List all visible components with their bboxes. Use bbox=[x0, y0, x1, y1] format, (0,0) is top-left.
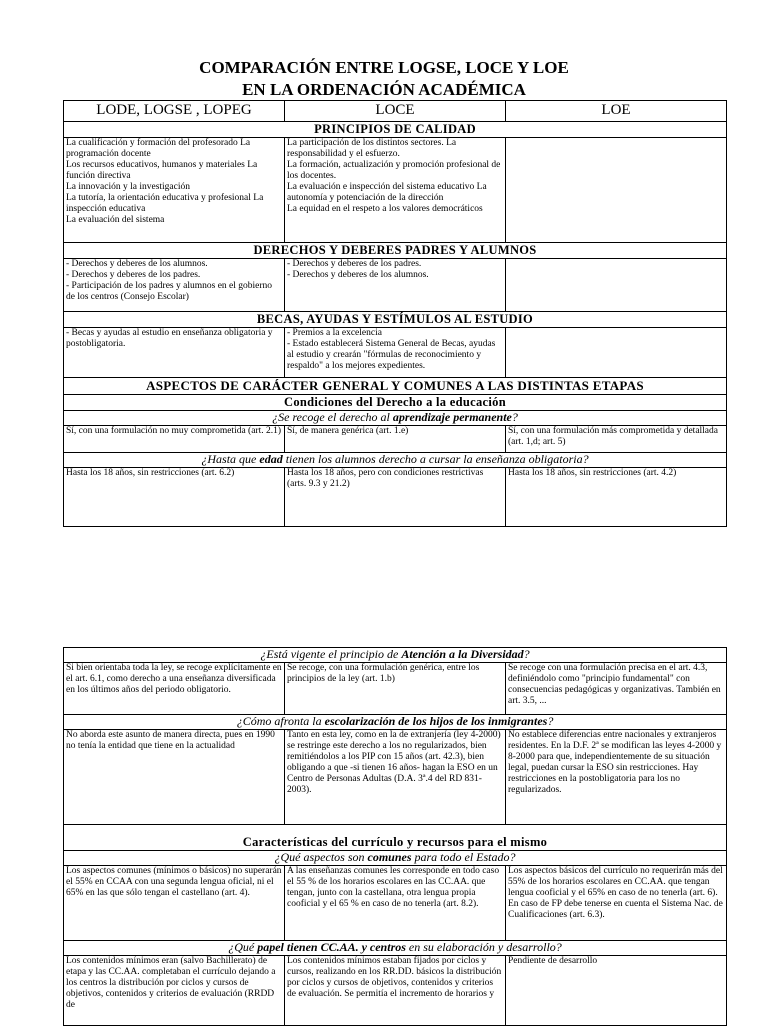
aprendizaje-lode-cell: Sí, con una formulación no muy comprometida (art. 2.1) bbox=[64, 426, 285, 453]
question-keyword: Atención a la Diversidad bbox=[401, 647, 524, 661]
question-comunes bbox=[64, 851, 727, 866]
becas-lode-text: - Becas y ayudas al estudio en enseñanza obligatoria y postobligatoria. bbox=[66, 328, 273, 349]
becas-loce-cell bbox=[285, 328, 506, 378]
calidad-loce-cell bbox=[285, 138, 506, 243]
calidad-loce-text: La participación de los distintos sectores. La responsabilidad y el esfuerzo. La formación, actualización y promoción profesional de los docentes. La evaluación e inspección del sistema educativo La autonomía y potenciación de la dirección La equidad en el respeto a los valores democráticos bbox=[287, 138, 501, 214]
section-heading-curriculo: Características del currículo y recursos para el mismo bbox=[64, 825, 727, 851]
papel-loe-cell: Pendiente de desarrollo bbox=[506, 956, 727, 1026]
calidad-lode-cell bbox=[64, 138, 285, 243]
question-text-end: ? bbox=[547, 714, 554, 728]
subheading-condiciones: Condiciones del Derecho a la educación bbox=[64, 395, 727, 411]
question-keyword: edad bbox=[259, 452, 283, 466]
question-text-end: tienen los alumnos derecho a cursar la enseñanza obligatoria? bbox=[282, 452, 589, 466]
inmigrantes-loe-cell: No establece diferencias entre nacionales y extranjeros residentes. En la D.F. 2ª se modifican las leyes 4-2000 y 8-2000 para que, independientemente de su situación legal, puedan cursar la ESO sin restricciones. Hay restricciones en la postobligatoria para los no regularizados. bbox=[506, 730, 727, 825]
question-keyword: escolarización de los hijos de los inmigrantes bbox=[324, 714, 548, 728]
question-keyword: comunes bbox=[367, 850, 412, 864]
question-text-end: ? bbox=[523, 647, 530, 661]
question-text: ¿Qué bbox=[228, 940, 258, 954]
question-keyword: aprendizaje permanente bbox=[392, 410, 512, 424]
comparison-table-top bbox=[63, 100, 727, 527]
question-text-end: en su elaboración y desarrollo? bbox=[405, 940, 562, 954]
section-heading-derechos: DERECHOS Y DEBERES PADRES Y ALUMNOS bbox=[64, 243, 727, 259]
column-header-loce: LOCE bbox=[285, 101, 506, 122]
aprendizaje-loce-cell: Sí, de manera genérica (art. 1.e) bbox=[285, 426, 506, 453]
question-diversidad bbox=[64, 648, 727, 663]
page-title-line1: COMPARACIÓN ENTRE LOGSE, LOCE Y LOE bbox=[199, 58, 569, 77]
question-edad bbox=[64, 453, 727, 468]
diversidad-loce-cell: Se recoge, con una formulación genérica, entre los principios de la ley (art. 1.b) bbox=[285, 663, 506, 715]
calidad-lode-text: La cualificación y formación del profesorado La programación docente Los recursos educativos, humanos y materiales La función directiva La innovación y la investigación La tutoría, la orientación educativa y profesional La inspección educativa La evaluación del sistema bbox=[66, 138, 264, 225]
aprendizaje-loe-cell: Sí, con una formulación más comprometida y detallada (art. 1,d; art. 5) bbox=[506, 426, 727, 453]
question-text: ¿Cómo afronta la bbox=[236, 714, 325, 728]
comunes-loe-cell: Los aspectos básicos del currículo no requerirán más del 55% de los horarios escolares en CC.AA. que tengan lengua cooficial y el 65% en caso de no tenerla (art. 6). En caso de FP debe tenerse en cuenta el Sistema Nac. de Cualificaciones (art. 6.3). bbox=[506, 866, 727, 941]
inmigrantes-lode-cell: No aborda este asunto de manera directa, pues en 1990 no tenía la entidad que tiene en la actualidad bbox=[64, 730, 285, 825]
question-text: ¿Se recoge el derecho al bbox=[272, 410, 393, 424]
question-text-end: ? bbox=[511, 410, 518, 424]
section-heading-calidad: PRINCIPIOS DE CALIDAD bbox=[64, 122, 727, 138]
calidad-loe-cell bbox=[506, 138, 727, 243]
derechos-lode-text: - Derechos y deberes de los alumnos. - Derechos y deberes de los padres. - Participación de los padres y alumnos en el gobierno de los centros (Consejo Escolar) bbox=[66, 259, 273, 302]
edad-lode-cell: Hasta los 18 años, sin restricciones (art. 6.2) bbox=[64, 468, 285, 527]
edad-loce-cell: Hasta los 18 años, pero con condiciones restrictivas (arts. 9.3 y 21.2) bbox=[285, 468, 506, 527]
question-text: ¿Qué aspectos son bbox=[274, 850, 368, 864]
section-heading-aspectos: ASPECTOS DE CARÁCTER GENERAL Y COMUNES A LAS DISTINTAS ETAPAS bbox=[64, 378, 727, 395]
diversidad-lode-cell: Si bien orientaba toda la ley, se recoge explícitamente en el art. 6.1, como derecho a una enseñanza diversificada en los últimos años del periodo obligatorio. bbox=[64, 663, 285, 715]
edad-loe-cell: Hasta los 18 años, sin restricciones (art. 4.2) bbox=[506, 468, 727, 527]
column-header-loe: LOE bbox=[506, 101, 727, 122]
comparison-table-bottom bbox=[63, 647, 727, 1026]
question-text: ¿Está vigente el principio de bbox=[260, 647, 402, 661]
inmigrantes-loce-cell: Tanto en esta ley, como en la de extranjería (ley 4-2000) se restringe este derecho a los no regularizados, bien remitiéndolos a los PIP con 15 años (art. 42.3), bien obligando a que -si tienen 16 años- hagan la ESO en un Centro de Personas Adultas (D.A. 3ª.4 del RD 831-2003). bbox=[285, 730, 506, 825]
question-keyword: papel tienen CC.AA. y centros bbox=[257, 940, 406, 954]
section-heading-becas: BECAS, AYUDAS Y ESTÍMULOS AL ESTUDIO bbox=[64, 312, 727, 328]
column-header-lode: LODE, LOGSE , LOPEG bbox=[64, 101, 285, 122]
question-inmigrantes bbox=[64, 715, 727, 730]
derechos-loce-cell bbox=[285, 259, 506, 312]
papel-lode-cell: Los contenidos mínimos eran (salvo Bachillerato) de etapa y las CC.AA. completaban el currículo dejando a los centros la distribución por ciclos y cursos de objetivos, contenidos y criterios de evaluación (RRDD de bbox=[64, 956, 285, 1026]
diversidad-loe-cell: Se recoge con una formulación precisa en el art. 4.3, definiéndolo como "principio fundamental" con consecuencias pedagógicas y organizativas. También en art. 3.5, ... bbox=[506, 663, 727, 715]
question-papel bbox=[64, 941, 727, 956]
derechos-loce-text: - Derechos y deberes de los padres. - Derechos y deberes de los alumnos. bbox=[287, 259, 429, 280]
becas-loce-text: - Premios a la excelencia - Estado establecerá Sistema General de Becas, ayudas al estudio y crearán "fórmulas de reconocimiento y respaldo" a los mejores expedientes. bbox=[287, 328, 496, 371]
question-aprendizaje bbox=[64, 411, 727, 426]
derechos-lode-cell bbox=[64, 259, 285, 312]
derechos-loe-cell bbox=[506, 259, 727, 312]
question-text: ¿Hasta que bbox=[201, 452, 260, 466]
page-title-line2: EN LA ORDENACIÓN ACADÉMICA bbox=[242, 80, 526, 99]
papel-loce-cell: Los contenidos mínimos estaban fijados por ciclos y cursos, realizando en los RR.DD. básicos la distribución por ciclos y cursos de objetivos, contenidos y criterios de evaluación. Se permitía el incremento de horarios y bbox=[285, 956, 506, 1026]
comunes-loce-cell: A las enseñanzas comunes les corresponde en todo caso el 55 % de los horarios escolares en las CC.AA. que tengan, junto con la castellana, otra lengua propia cooficial y el 65 % en caso de no tenerla (art. 8.2). bbox=[285, 866, 506, 941]
comunes-lode-cell: Los aspectos comunes (mínimos o básicos) no superarán el 55% en CCAA con una segunda lengua oficial, ni el 65% en las que sólo tengan el castellano (art. 4). bbox=[64, 866, 285, 941]
becas-lode-cell bbox=[64, 328, 285, 378]
becas-loe-cell bbox=[506, 328, 727, 378]
question-text-end: para todo el Estado? bbox=[411, 850, 516, 864]
